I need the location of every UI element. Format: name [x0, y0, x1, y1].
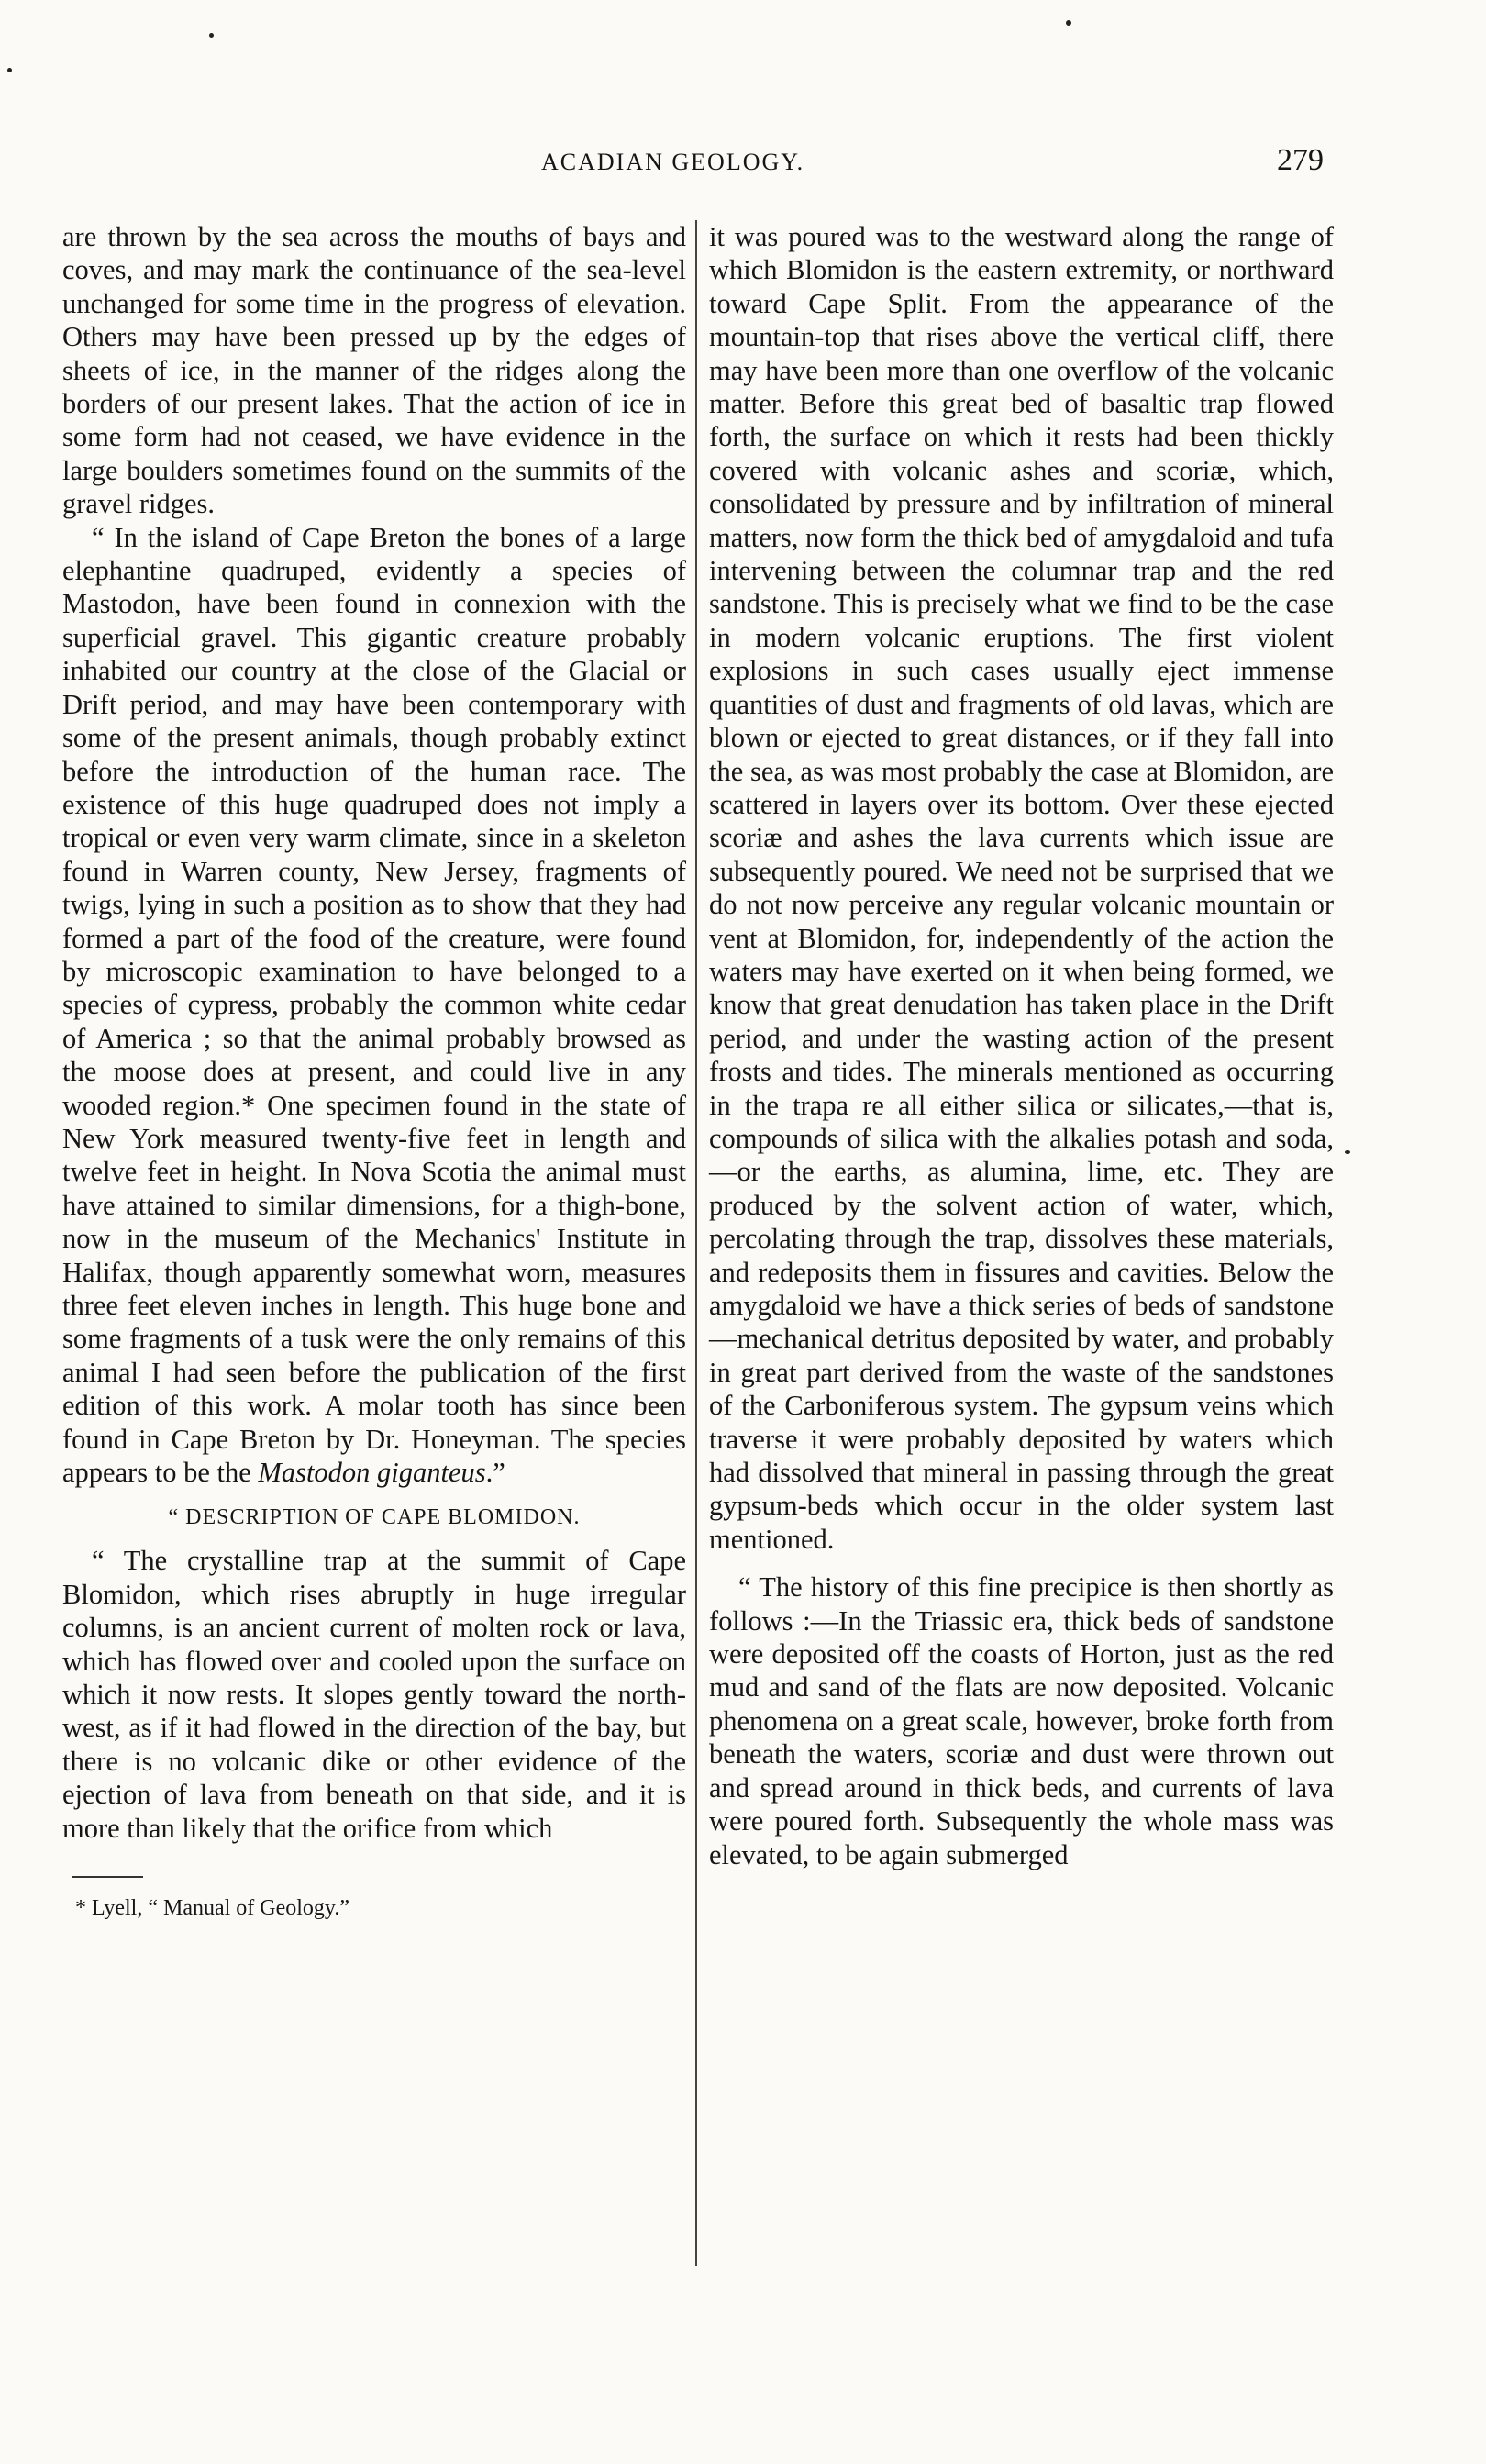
- paragraph: are thrown by the sea across the mouths of bays and coves, and may mark the continuance of the sea-level unchanged for some time in the progress of elevation. Others may have been pressed up by the edges of sheets of ice, in the manner of the ridges along the borders of our present lakes. That the action of ice in some form had not ceased, we have evidence in the large boulders sometimes found on the summits of the gravel ridges.: [62, 221, 686, 520]
- section-heading: “ DESCRIPTION OF CAPE BLOMIDON.: [168, 1505, 581, 1530]
- page-header: [0, 143, 1486, 187]
- species-name: Mastodon giganteus: [258, 1457, 486, 1489]
- paragraph-history: “ The history of this fine precipice is then shortly as follows :—In the Triassic era, thick beds of sandstone were deposited off the coasts of Horton, just as the red mud and sand of the flats are now deposited. Volcanic phenomena on a great scale, however, broke forth from beneath the waters, scoriæ and dust were thrown out and spread around in thick beds, and currents of lava were poured forth. Subsequently the whole mass was elevated, to be again submerged: [709, 1571, 1334, 1870]
- scan-speck: [7, 68, 12, 72]
- paragraph-continued: it was poured was to the westward along the range of which Blomidon is the eastern extremity, or northward toward Cape Split. From the appearance of the mountain-top that rises above the vertical cliff, there may have been more than one overflow of the volcanic matter. Before this great bed of basaltic trap flowed forth, the surface on which it rests had been thickly covered with volcanic ashes and scoriæ, which, consolidated by pressure and by infiltration of mineral matters, now form the thick bed of amygdaloid and tufa intervening between the columnar trap and the red sandstone. This is precisely what we find to be the case in modern volcanic eruptions. The first violent explosions in such cases usually eject immense quantities of dust and fragments of old lavas, which are blown or ejected to great distances, or if they fall into the sea, as was most probably the case at Blomidon, are scattered in layers over its bottom. Over these ejected scoriæ and ashes the lava currents which issue are subsequently poured. We need not be surprised that we do not now perceive any regular volcanic mountain or vent at Blomidon, for, independently of the action the waters may have exerted on it when being formed, we know that great denudation has taken place in the Drift period, and under the wasting action of the present frosts and tides. The minerals mentioned as occurring in the trapa re all either silica or silicates,—that is, compounds of silica with the alkalies potash and soda,—or the earths, as alumina, lime, etc. They are produced by the solvent action of water, which, percolating through the trap, dissolves these materials, and redeposits them in fissures and cavities. Below the amygdaloid we have a thick series of beds of sandstone—mechanical detritus deposited by water, and probably in great part derived from the waste of the sandstones of the Carboniferous system. The gypsum veins which traverse it were probably deposited by waters which had dissolved that mineral in passing through the great gypsum-beds which occur in the older system last mentioned.: [709, 221, 1334, 1555]
- running-title: ACADIAN GEOLOGY.: [541, 149, 805, 175]
- footnote-rule: [72, 1876, 143, 1878]
- paragraph-text: “ In the island of Cape Breton the bones of a large elephantine quadruped, evidently a species of Mastodon, have been found in connexion with the superficial gravel. This gigantic creature probably inhabited our country at the close of the Glacial or Drift period, and may have been contemporary with some of the present animals, though probably extinct before the introduction of the human race. The existence of this huge quadruped does not imply a tropical or even very warm climate, since in a skeleton found in Warren county, New Jersey, fragments of twigs, lying in such a position as to show that they had formed a part of the food of the creature, were found by microscopic examination to have belonged to a species of cypress, probably the common white cedar of America ; so that the animal probably browsed as the moose does at present, and could live in any wooded region.* One specimen found in the state of New York measured twenty-five feet in length and twelve feet in height. In Nova Scotia the animal must have attained to similar dimensions, for a thigh-bone, now in the museum of the Mechanics' Institute in Halifax, though apparently somewhat worn, measures three feet eleven inches in length. This huge bone and some fragments of a tusk were the only remains of this animal I had seen before the publication of the first edition of this work. A molar tooth has since been found in Cape Breton by Dr. Honeyman. The species appears to be the: [62, 521, 686, 1489]
- right-column: [709, 220, 1334, 1871]
- paragraph-blomidon: “ The crystalline trap at the summit of Cape Blomidon, which rises abruptly in huge irregular columns, is an ancient current of molten rock or lava, which has flowed over and cooled upon the surface on which it now rests. It slopes gently toward the north-west, as if it had flowed in the direction of the bay, but there is no volcanic dike or other evidence of the ejection of lava from beneath on that side, and it is more than likely that the orifice from which: [62, 1545, 686, 1844]
- footnote: * Lyell, “ Manual of Geology.”: [75, 1896, 350, 1921]
- scan-speck: [1345, 1150, 1350, 1154]
- paragraph-mastodon: [62, 521, 686, 1490]
- scan-speck: [209, 33, 214, 38]
- scan-speck: [1066, 20, 1071, 26]
- column-divider: [695, 220, 697, 2266]
- left-column: [62, 220, 686, 1922]
- page-number: 279: [1277, 143, 1324, 177]
- paragraph-end: .”: [485, 1457, 505, 1489]
